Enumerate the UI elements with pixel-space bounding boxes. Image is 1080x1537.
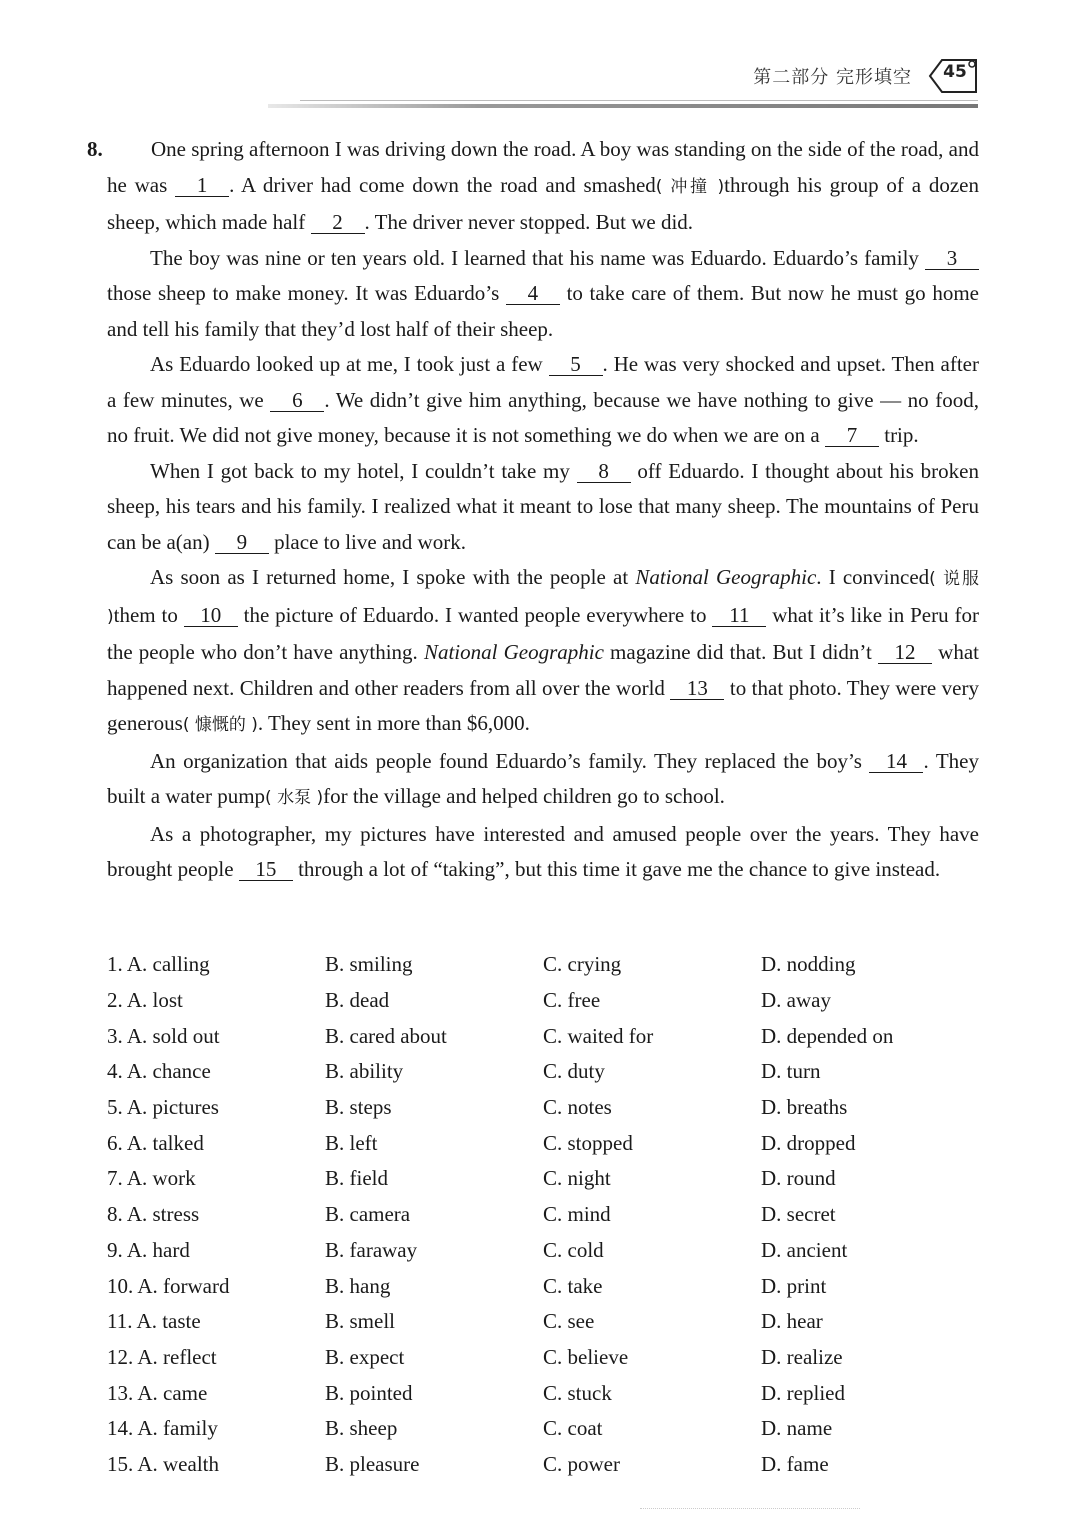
option-choice: 4. A. chance bbox=[107, 1059, 211, 1084]
option-choice: D. breaths bbox=[761, 1095, 848, 1120]
option-row bbox=[107, 1375, 987, 1411]
option-choice: C. crying bbox=[543, 952, 622, 977]
text: When I got back to my hotel, I couldn’t take my bbox=[150, 458, 577, 483]
option-choice: 14. A. family bbox=[107, 1416, 218, 1441]
text: what it’s like in Peru for the people who don’t have anything. bbox=[107, 602, 979, 664]
text: . A driver had come down the road and smashed bbox=[229, 172, 656, 197]
chinese-gloss: ( 慷慨的 ) bbox=[182, 715, 258, 735]
cloze-passage bbox=[87, 132, 979, 888]
text: place to live and work. bbox=[268, 529, 466, 554]
option-choice: 10. A. forward bbox=[107, 1273, 230, 1298]
option-choice: B. faraway bbox=[325, 1237, 418, 1262]
header-rule-thin bbox=[300, 100, 978, 101]
option-choice: C. believe bbox=[543, 1344, 629, 1369]
option-choice: C. power bbox=[543, 1451, 620, 1476]
blank-10: 10 bbox=[184, 604, 238, 627]
chinese-gloss: ( 冲撞 ) bbox=[655, 176, 725, 197]
option-choice: B. dead bbox=[325, 988, 390, 1013]
blank-14: 14 bbox=[869, 750, 923, 773]
text: magazine did that. But I didn’t bbox=[603, 640, 879, 664]
text: . He was very shocked and upset. Then after a few minutes, we bbox=[107, 352, 979, 412]
blank-9: 9 bbox=[215, 531, 269, 554]
chinese-gloss: ( 水泵 ) bbox=[265, 788, 324, 808]
option-choice: 15. A. wealth bbox=[107, 1451, 219, 1476]
paragraph-1 bbox=[107, 132, 979, 241]
option-row bbox=[107, 983, 987, 1019]
chinese-gloss: ( 说服 ) bbox=[107, 569, 979, 627]
option-choice: C. take bbox=[543, 1273, 603, 1298]
paragraph-3 bbox=[107, 347, 979, 454]
blank-1: 1 bbox=[175, 174, 229, 197]
blank-4: 4 bbox=[506, 282, 560, 305]
page-number-badge bbox=[928, 56, 980, 96]
option-choice: B. left bbox=[325, 1130, 378, 1155]
text: to that photo. They were very generous bbox=[107, 675, 979, 735]
option-choice: B. sheep bbox=[325, 1416, 398, 1441]
text: . They built a water pump bbox=[107, 748, 979, 808]
option-choice: C. see bbox=[543, 1309, 595, 1334]
option-choice: 3. A. sold out bbox=[107, 1023, 220, 1048]
magazine-title: National Geographic bbox=[635, 565, 817, 589]
option-choice: B. camera bbox=[325, 1202, 411, 1227]
option-row bbox=[107, 1411, 987, 1447]
section-title: 第二部分 完形填空 bbox=[753, 67, 912, 88]
option-choice: B. steps bbox=[325, 1095, 392, 1120]
option-choice: D. hear bbox=[761, 1309, 823, 1334]
text: As soon as I returned home, I spoke with the people at bbox=[150, 565, 636, 589]
text: As a photographer, my pictures have interested and amused people over the years. They have brought people bbox=[107, 821, 979, 881]
option-choice: D. depended on bbox=[761, 1023, 894, 1048]
option-choice: 8. A. stress bbox=[107, 1202, 200, 1227]
option-choice: B. pointed bbox=[325, 1380, 413, 1405]
answer-options bbox=[107, 947, 987, 1482]
option-choice: B. expect bbox=[325, 1344, 405, 1369]
text: for the village and helped children go to school. bbox=[323, 784, 725, 808]
option-row bbox=[107, 1197, 987, 1233]
text: what happened next. Children and other readers from all over the world bbox=[107, 640, 979, 700]
blank-3: 3 bbox=[925, 247, 979, 270]
text: them to bbox=[113, 602, 184, 627]
option-choice: C. coat bbox=[543, 1416, 603, 1441]
option-row bbox=[107, 1090, 987, 1126]
option-choice: D. away bbox=[761, 988, 831, 1013]
paragraph-4 bbox=[107, 454, 979, 561]
blank-15: 15 bbox=[239, 858, 293, 881]
option-choice: 6. A. talked bbox=[107, 1130, 204, 1155]
option-choice: 2. A. lost bbox=[107, 988, 183, 1013]
option-choice: 9. A. hard bbox=[107, 1237, 190, 1262]
option-choice: D. realize bbox=[761, 1344, 843, 1369]
option-choice: D. name bbox=[761, 1416, 833, 1441]
option-choice: C. stuck bbox=[543, 1380, 612, 1405]
option-choice: B. ability bbox=[325, 1059, 404, 1084]
option-choice: C. stopped bbox=[543, 1130, 633, 1155]
blank-12: 12 bbox=[878, 641, 932, 664]
footer-decoration bbox=[640, 1502, 860, 1509]
option-choice: 12. A. reflect bbox=[107, 1344, 217, 1369]
option-choice: B. hang bbox=[325, 1273, 391, 1298]
text: through a lot of “taking”, but this time it gave me the chance to give instead. bbox=[292, 857, 941, 881]
option-choice: D. round bbox=[761, 1166, 836, 1191]
option-choice: B. smiling bbox=[325, 952, 413, 977]
option-row bbox=[107, 1233, 987, 1269]
option-row bbox=[107, 1161, 987, 1197]
option-row bbox=[107, 1447, 987, 1483]
option-row bbox=[107, 1268, 987, 1304]
option-choice: D. turn bbox=[761, 1059, 821, 1084]
option-choice: 7. A. work bbox=[107, 1166, 196, 1191]
option-choice: C. duty bbox=[543, 1059, 605, 1084]
option-choice: B. field bbox=[325, 1166, 388, 1191]
option-row bbox=[107, 1125, 987, 1161]
paragraph-7 bbox=[107, 817, 979, 888]
option-row bbox=[107, 947, 987, 983]
text: off Eduardo. I thought about his broken sheep, his tears and his family. I realized what it meant to lose that many sheep. The mountains of Peru can be a(an) bbox=[107, 458, 979, 554]
text: An organization that aids people found Eduardo’s family. They replaced the boy’s bbox=[150, 748, 870, 773]
option-row bbox=[107, 1304, 987, 1340]
text: . They sent in more than $6,000. bbox=[257, 711, 530, 735]
blank-11: 11 bbox=[712, 604, 766, 627]
paragraph-5 bbox=[107, 560, 979, 744]
blank-5: 5 bbox=[549, 353, 603, 376]
option-choice: D. nodding bbox=[761, 952, 856, 977]
text: trip. bbox=[878, 423, 919, 447]
option-choice: C. notes bbox=[543, 1095, 612, 1120]
paragraph-2 bbox=[107, 241, 979, 348]
option-choice: C. cold bbox=[543, 1237, 604, 1262]
option-choice: 1. A. calling bbox=[107, 952, 210, 977]
option-choice: 13. A. came bbox=[107, 1380, 208, 1405]
option-choice: D. dropped bbox=[761, 1130, 856, 1155]
option-choice: 11. A. taste bbox=[107, 1309, 201, 1334]
text: . We didn’t give him anything, because we have nothing to give — no food, no fruit. We did not give money, because it is not something we do when we are on a bbox=[107, 387, 979, 447]
option-choice: D. replied bbox=[761, 1380, 845, 1405]
option-choice: B. smell bbox=[325, 1309, 396, 1334]
blank-7: 7 bbox=[825, 424, 879, 447]
paragraph-6 bbox=[107, 744, 979, 817]
option-choice: D. ancient bbox=[761, 1237, 848, 1262]
header-rule bbox=[268, 104, 978, 108]
blank-13: 13 bbox=[670, 677, 724, 700]
text: . I convinced bbox=[816, 565, 930, 589]
option-row bbox=[107, 1340, 987, 1376]
option-choice: 5. A. pictures bbox=[107, 1095, 219, 1120]
option-choice: C. night bbox=[543, 1166, 611, 1191]
option-row bbox=[107, 1054, 987, 1090]
text: The boy was nine or ten years old. I learned that his name was Eduardo. Eduardo’s family bbox=[150, 245, 925, 270]
text: through his group of a dozen sheep, which made half bbox=[107, 172, 979, 234]
option-choice: D. fame bbox=[761, 1451, 829, 1476]
option-choice: C. free bbox=[543, 988, 601, 1013]
magazine-title: National Geographic bbox=[423, 640, 604, 664]
page-number: 45 bbox=[943, 62, 967, 82]
text: . The driver never stopped. But we did. bbox=[364, 210, 694, 234]
option-choice: B. pleasure bbox=[325, 1451, 420, 1476]
text: the picture of Eduardo. I wanted people everywhere to bbox=[237, 602, 713, 627]
blank-2: 2 bbox=[311, 211, 365, 234]
option-choice: D. print bbox=[761, 1273, 827, 1298]
text: One spring afternoon I was driving down the road. A boy was standing on the side of the road, and he was bbox=[107, 137, 979, 197]
option-choice: C. mind bbox=[543, 1202, 611, 1227]
page-header bbox=[753, 58, 980, 94]
question-number: 8. bbox=[87, 137, 103, 161]
option-choice: C. waited for bbox=[543, 1023, 654, 1048]
blank-6: 6 bbox=[270, 389, 324, 412]
blank-8: 8 bbox=[577, 460, 631, 483]
text: to take care of them. But now he must go home and tell his family that they’d lost half of their sheep. bbox=[107, 281, 979, 341]
text: As Eduardo looked up at me, I took just a few bbox=[150, 352, 549, 376]
option-choice: D. secret bbox=[761, 1202, 836, 1227]
option-row bbox=[107, 1018, 987, 1054]
text: those sheep to make money. It was Eduardo’s bbox=[107, 281, 506, 305]
option-choice: B. cared about bbox=[325, 1023, 447, 1048]
